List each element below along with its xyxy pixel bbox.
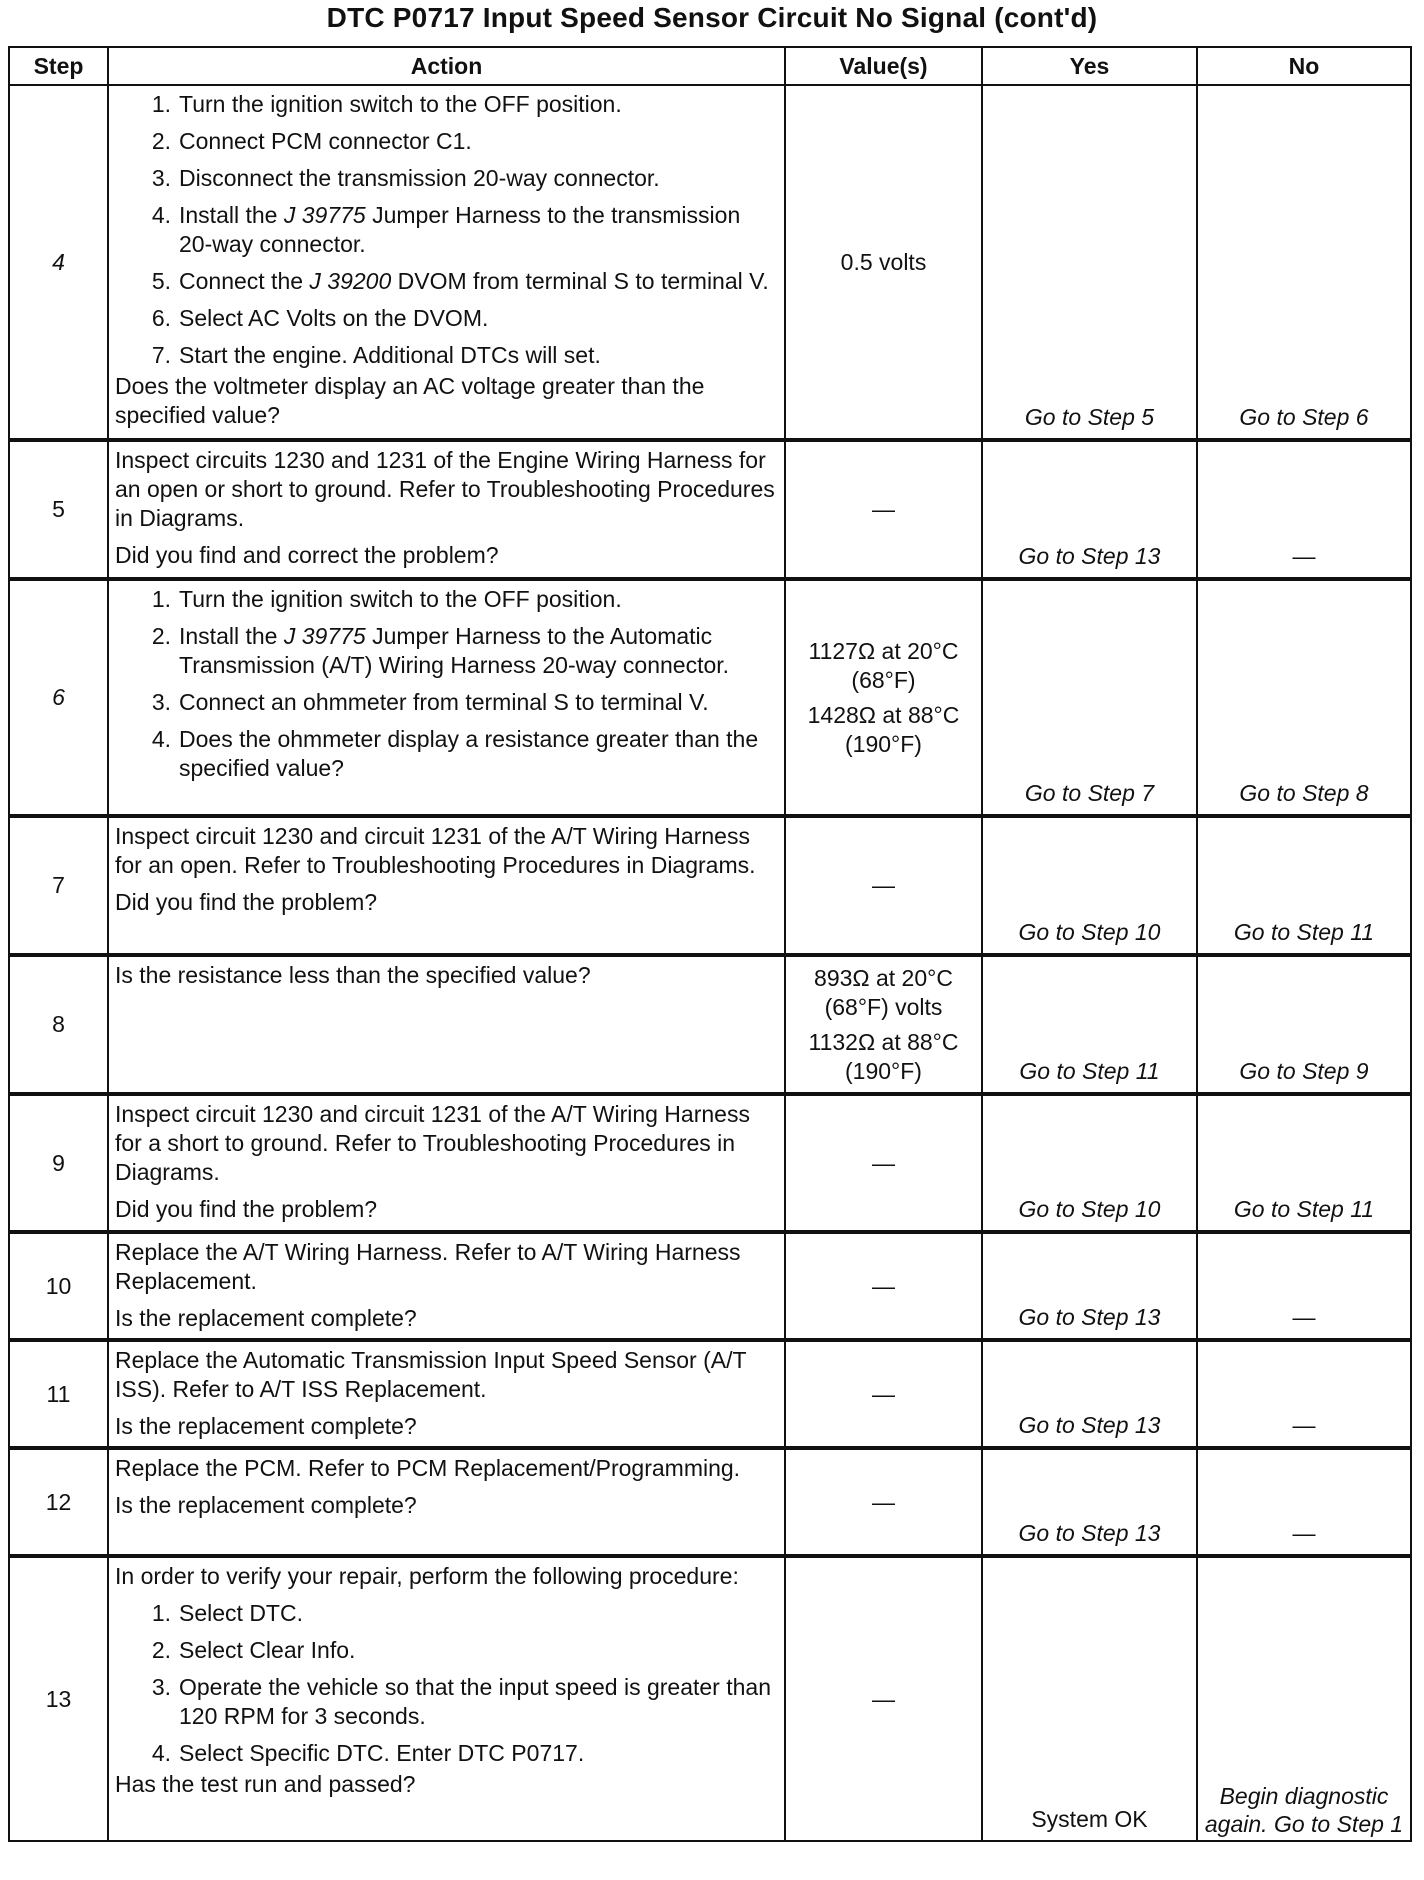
list-item: 2. Connect PCM connector C1. (151, 128, 472, 154)
yes-cell: Go to Step 7 (982, 579, 1197, 816)
question-text: Is the replacement complete? (115, 1305, 417, 1331)
list-item: 4. Does the ohmmeter display a resistance greater than the specified value? (151, 726, 759, 781)
list-item: 5. Connect the J 39200 DVOM from terminal S to terminal V. (151, 268, 769, 294)
no-cell: Begin diagnostic again. Go to Step 1 (1197, 1556, 1411, 1841)
no-cell: Go to Step 11 (1197, 816, 1411, 955)
value-cell: 893Ω at 20°C (68°F) volts 1132Ω at 88°C (190°F) (785, 955, 982, 1094)
list-item: 3. Connect an ohmmeter from terminal S to terminal V. (151, 689, 709, 715)
action-cell (108, 1232, 785, 1340)
no-cell: — (1197, 440, 1411, 579)
header-action: Action (108, 47, 785, 85)
no-cell: Go to Step 11 (1197, 1094, 1411, 1232)
action-cell (108, 955, 785, 1094)
header-values: Value(s) (785, 47, 982, 85)
table-row-step-6 (9, 579, 1411, 816)
question-text: Is the replacement complete? (115, 1492, 417, 1518)
action-cell (108, 579, 785, 816)
value-cell: 0.5 volts (785, 85, 982, 440)
step-number: 12 (9, 1448, 108, 1556)
value-cell: — (785, 1094, 982, 1232)
yes-cell: Go to Step 13 (982, 1340, 1197, 1448)
no-cell: Go to Step 8 (1197, 579, 1411, 816)
table-row-step-12 (9, 1448, 1411, 1556)
no-cell: — (1197, 1340, 1411, 1448)
yes-cell: Go to Step 5 (982, 85, 1197, 440)
table-row-step-11 (9, 1340, 1411, 1448)
step-number: 13 (9, 1556, 108, 1841)
action-cell (108, 1448, 785, 1556)
yes-cell: Go to Step 13 (982, 1448, 1197, 1556)
table-row-step-4 (9, 85, 1411, 440)
yes-cell: Go to Step 13 (982, 1232, 1197, 1340)
page-title: DTC P0717 Input Speed Sensor Circuit No Signal (cont'd) (326, 2, 1098, 33)
action-text: Inspect circuits 1230 and 1231 of the Engine Wiring Harness for an open or short to ground. Refer to Troubleshooting Procedures in Diagrams. (115, 447, 775, 531)
diagnostic-table (8, 46, 1412, 1842)
table-header-row (9, 47, 1411, 85)
table-row-step-9 (9, 1094, 1411, 1232)
list-item: 4. Select Specific DTC. Enter DTC P0717. (151, 1740, 585, 1766)
no-cell: — (1197, 1448, 1411, 1556)
step-number: 8 (9, 955, 108, 1094)
list-item: 1. Turn the ignition switch to the OFF position. (151, 586, 622, 612)
header-no: No (1197, 47, 1411, 85)
table-row-step-8 (9, 955, 1411, 1094)
yes-cell: Go to Step 10 (982, 1094, 1197, 1232)
list-item: 2. Install the J 39775 Jumper Harness to the Automatic Transmission (A/T) Wiring Harness 20-way connector. (151, 623, 730, 678)
action-cell (108, 1556, 785, 1841)
procedure-list (115, 585, 776, 783)
tool-name: J 39775 (283, 623, 366, 649)
question-text: Did you find the problem? (115, 889, 378, 915)
header-step: Step (9, 47, 108, 85)
list-item: 2. Select Clear Info. (151, 1637, 356, 1663)
table-row-step-10 (9, 1232, 1411, 1340)
action-text: Inspect circuit 1230 and circuit 1231 of the A/T Wiring Harness for a short to ground. Refer to Troubleshooting Procedures in Diagrams. (115, 1101, 750, 1185)
procedure-list (115, 90, 776, 370)
action-cell (108, 440, 785, 579)
procedure-list (115, 1599, 776, 1768)
yes-cell: Go to Step 13 (982, 440, 1197, 579)
list-item: 4. Install the J 39775 Jumper Harness to the transmission 20-way connector. (151, 202, 741, 257)
action-text: Replace the Automatic Transmission Input Speed Sensor (A/T ISS). Refer to A/T ISS Replacement. (115, 1347, 747, 1402)
header-yes: Yes (982, 47, 1197, 85)
value-cell: — (785, 1232, 982, 1340)
value-cell: — (785, 440, 982, 579)
action-text: Inspect circuit 1230 and circuit 1231 of the A/T Wiring Harness for an open. Refer to Troubleshooting Procedures in Diagrams. (115, 823, 756, 878)
step-number: 9 (9, 1094, 108, 1232)
value-cell: — (785, 816, 982, 955)
action-cell (108, 85, 785, 440)
tool-name: J 39200 (309, 268, 392, 294)
value-cell: — (785, 1448, 982, 1556)
list-item: 1. Select DTC. (151, 1600, 303, 1626)
action-cell (108, 1094, 785, 1232)
question-text: Is the replacement complete? (115, 1413, 417, 1439)
action-cell (108, 1340, 785, 1448)
question-text: Has the test run and passed? (115, 1771, 416, 1797)
list-item: 7. Start the engine. Additional DTCs will set. (151, 342, 601, 368)
table-row-step-13 (9, 1556, 1411, 1841)
action-text: Replace the PCM. Refer to PCM Replacement/Programming. (115, 1455, 741, 1481)
no-cell: Go to Step 6 (1197, 85, 1411, 440)
value-cell: 1127Ω at 20°C (68°F) 1428Ω at 88°C (190°F) (785, 579, 982, 816)
list-item: 6. Select AC Volts on the DVOM. (151, 305, 489, 331)
step-number: 5 (9, 440, 108, 579)
action-text: Replace the A/T Wiring Harness. Refer to A/T Wiring Harness Replacement. (115, 1239, 741, 1294)
action-cell (108, 816, 785, 955)
value-cell: — (785, 1556, 982, 1841)
question-text: Did you find the problem? (115, 1196, 378, 1222)
value-cell: — (785, 1340, 982, 1448)
step-number: 10 (9, 1232, 108, 1340)
tool-name: J 39775 (283, 202, 366, 228)
list-item: 3. Operate the vehicle so that the input speed is greater than 120 RPM for 3 seconds. (151, 1674, 771, 1729)
step-number: 4 (9, 85, 108, 440)
question-text: Does the voltmeter display an AC voltage greater than the specified value? (115, 373, 705, 428)
step-number: 6 (9, 579, 108, 816)
step-number: 11 (9, 1340, 108, 1448)
list-item: 1. Turn the ignition switch to the OFF position. (151, 91, 622, 117)
table-row-step-5 (9, 440, 1411, 579)
list-item: 3. Disconnect the transmission 20-way connector. (151, 165, 660, 191)
no-cell: Go to Step 9 (1197, 955, 1411, 1094)
table-row-step-7 (9, 816, 1411, 955)
step-number: 7 (9, 816, 108, 955)
no-cell: — (1197, 1232, 1411, 1340)
question-text: Is the resistance less than the specified value? (115, 962, 591, 988)
yes-cell: Go to Step 10 (982, 816, 1197, 955)
yes-cell: System OK (982, 1556, 1197, 1841)
question-text: Did you find and correct the problem? (115, 542, 499, 568)
yes-cell: Go to Step 11 (982, 955, 1197, 1094)
action-text: In order to verify your repair, perform the following procedure: (115, 1563, 739, 1589)
